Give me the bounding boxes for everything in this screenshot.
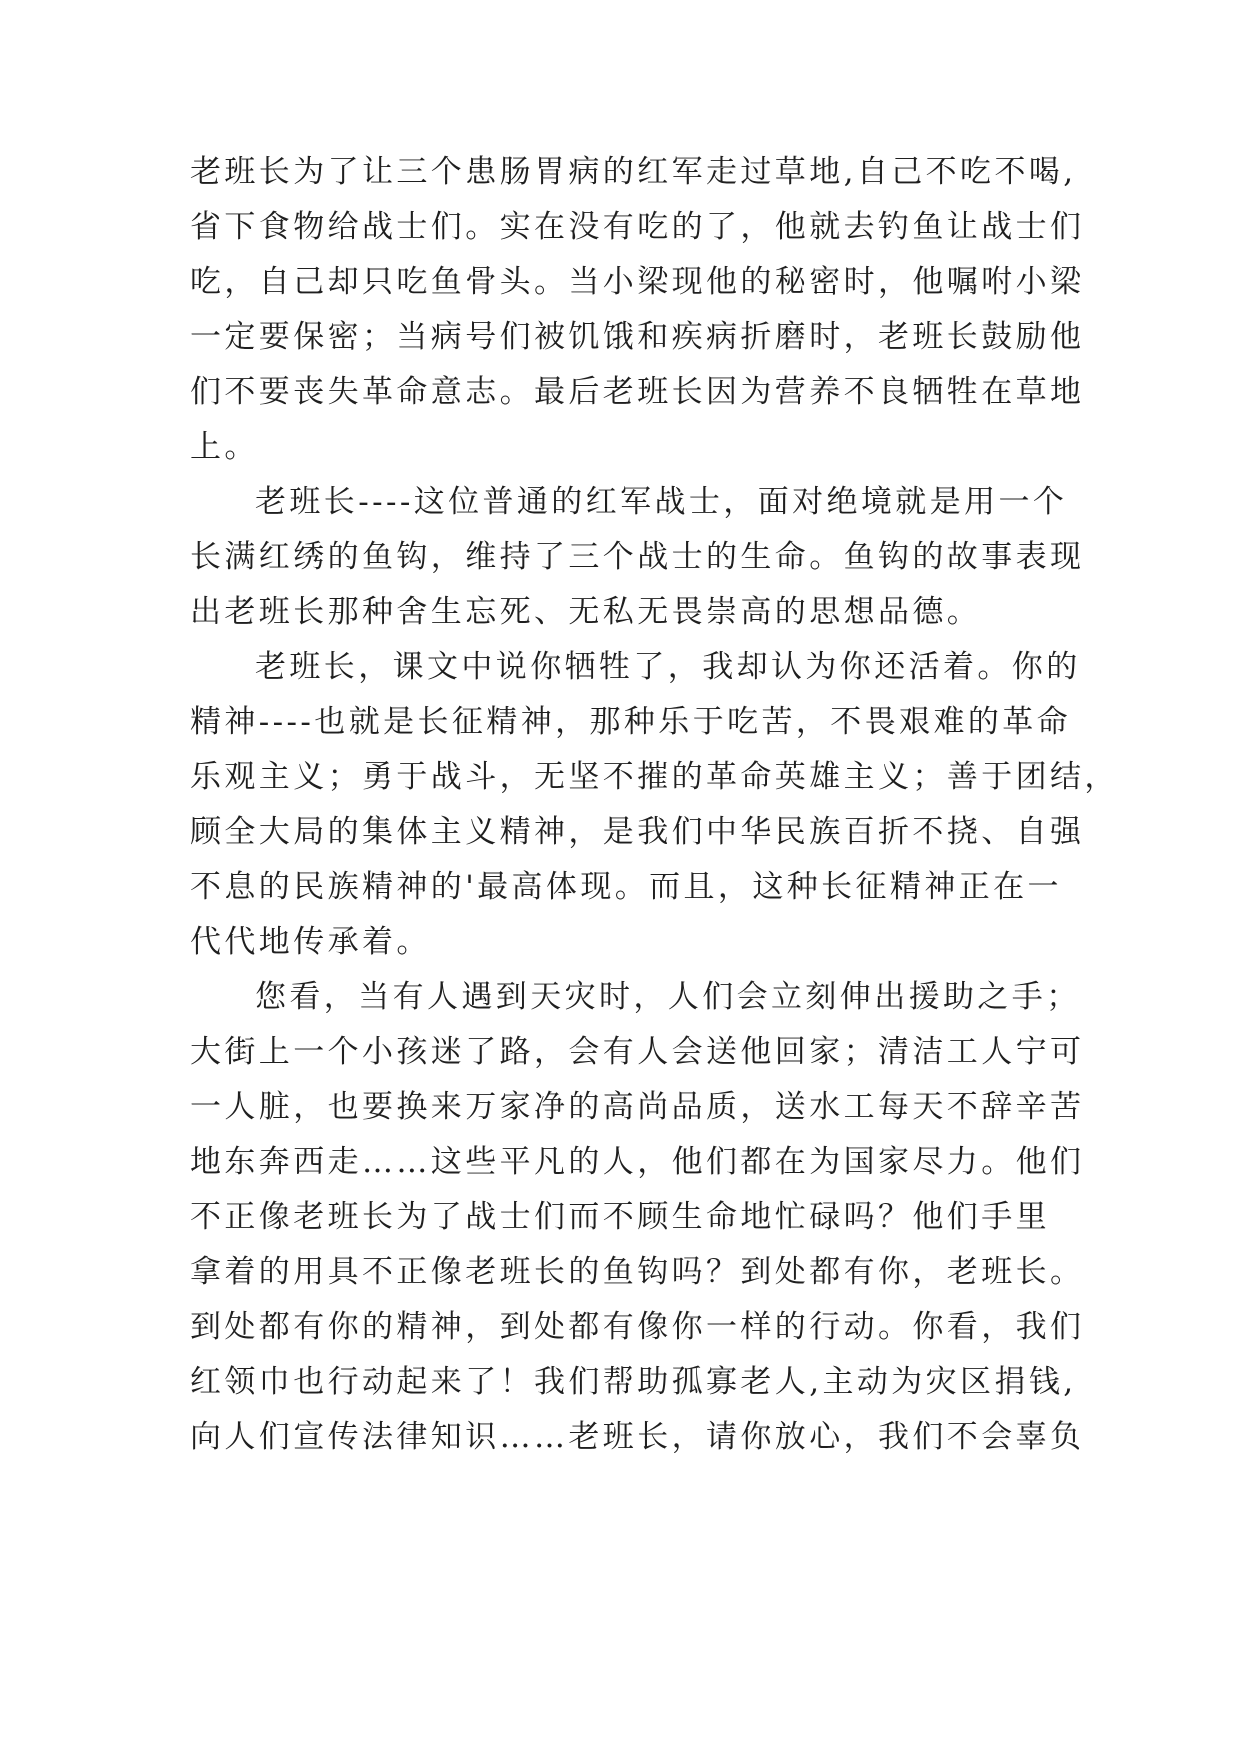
text-line: 顾全大局的集体主义精神，是我们中华民族百折不挠、自强 [190, 814, 1085, 850]
text-line: 拿着的用具不正像老班长的鱼钩吗？到处都有你，老班长。 [190, 1254, 1085, 1290]
text-line: 出老班长那种舍生忘死、无私无畏崇高的思想品德。 [190, 594, 982, 630]
text-line: 大街上一个小孩迷了路，会有人会送他回家；清洁工人宁可 [190, 1034, 1085, 1070]
text-line: 一定要保密；当病号们被饥饿和疾病折磨时，老班长鼓励他 [190, 319, 1085, 355]
text-line: 不息的民族精神的'最高体现。而且，这种长征精神正在一 [190, 869, 1062, 905]
text-line: 一人脏，也要换来万家净的高尚品质，送水工每天不辞辛苦 [190, 1089, 1085, 1125]
text-line: 长满红绣的鱼钩，维持了三个战士的生命。鱼钩的故事表现 [190, 539, 1085, 575]
text-line: 红领巾也行动起来了！我们帮助孤寡老人,主动为灾区捐钱, [190, 1364, 1077, 1400]
text-line: 老班长为了让三个患肠胃病的红军走过草地,自己不吃不喝, [190, 154, 1077, 190]
text-line: 到处都有你的精神，到处都有像你一样的行动。你看，我们 [190, 1309, 1085, 1345]
text-line: 们不要丧失革命意志。最后老班长因为营养不良牺牲在草地 [190, 374, 1085, 410]
paragraph-first-line: 老班长，课文中说你牺牲了，我却认为你还活着。你的 [255, 649, 1081, 685]
text-line: 精神----也就是长征精神，那种乐于吃苦，不畏艰难的革命 [190, 704, 1072, 740]
text-line: 省下食物给战士们。实在没有吃的了，他就去钓鱼让战士们 [190, 209, 1085, 245]
paragraph-first-line: 老班长----这位普通的红军战士，面对绝境就是用一个 [255, 484, 1068, 520]
text-line: 地东奔西走……这些平凡的人，他们都在为国家尽力。他们 [190, 1144, 1085, 1180]
text-line: 乐观主义；勇于战斗，无坚不摧的革命英雄主义；善于团结， [190, 759, 1119, 795]
text-line: 代代地传承着。 [190, 924, 431, 960]
text-line: 吃，自己却只吃鱼骨头。当小梁现他的秘密时，他嘱咐小梁 [190, 264, 1085, 300]
paragraph-first-line: 您看，当有人遇到天灾时，人们会立刻伸出援助之手； [255, 979, 1081, 1015]
text-line: 向人们宣传法律知识……老班长，请你放心，我们不会辜负 [190, 1419, 1085, 1455]
text-line: 上。 [190, 429, 259, 465]
text-line: 不正像老班长为了战士们而不顾生命地忙碌吗？他们手里 [190, 1199, 1050, 1235]
